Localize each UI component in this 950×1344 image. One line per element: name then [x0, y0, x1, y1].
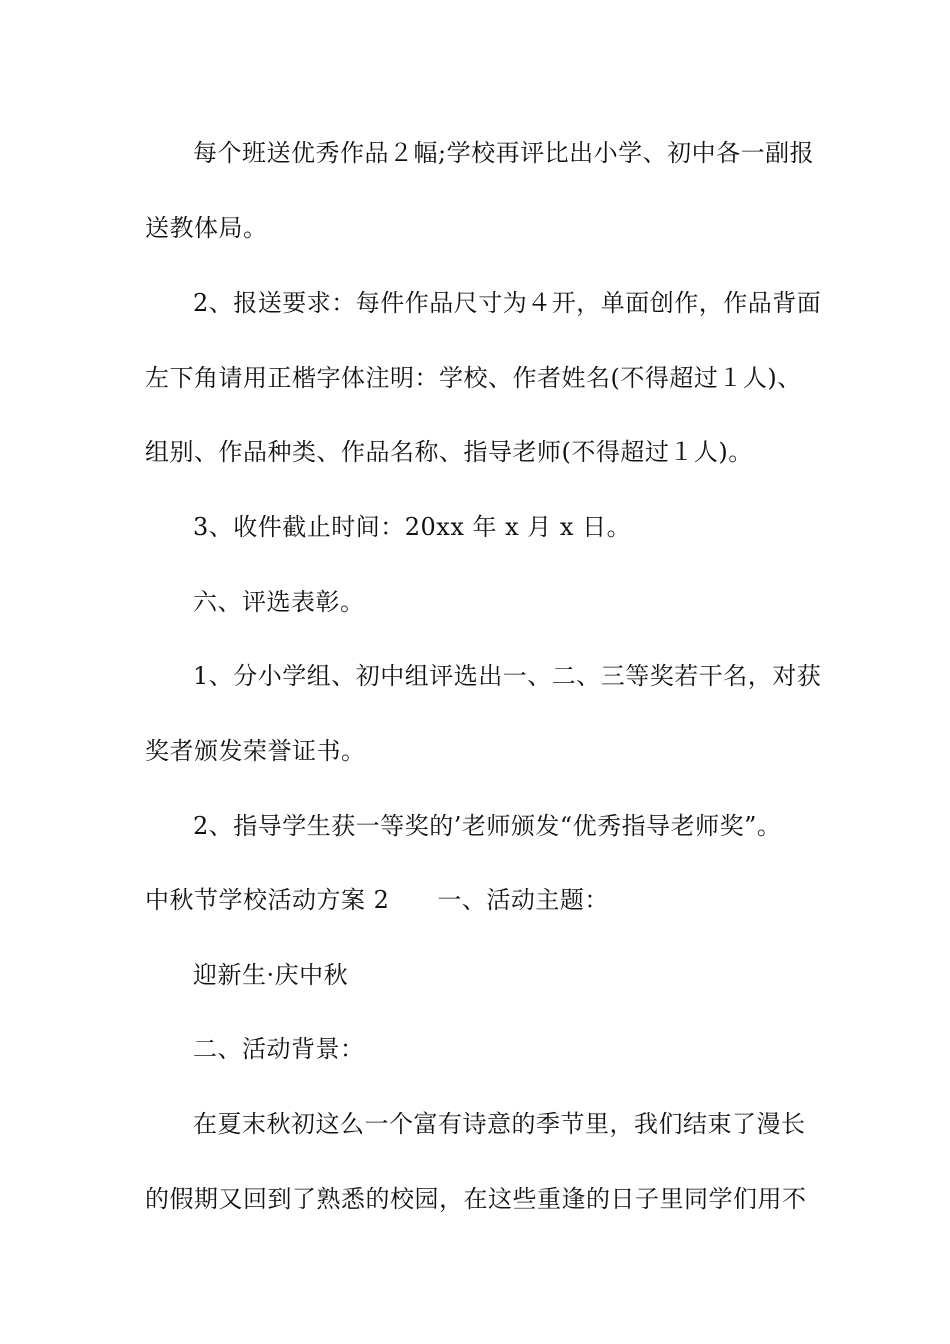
- document-title: 中秋节学校活动方案 2: [145, 886, 390, 914]
- section-subtitle: 一、活动主题：: [437, 886, 609, 914]
- paragraph-line: 在夏末秋初这么一个富有诗意的季节里，我们结束了漫长: [193, 1110, 806, 1138]
- paragraph-line: 2、报送要求：每件作品尺寸为４开，单面创作，作品背面: [193, 289, 822, 317]
- paragraph-line: 左下角请用正楷字体注明：学校、作者姓名(不得超过１人)、: [145, 364, 802, 392]
- theme-line: 迎新生·庆中秋: [193, 961, 349, 989]
- paragraph-line: 的假期又回到了熟悉的校园，在这些重逢的日子里同学们用不: [145, 1185, 807, 1213]
- section-heading: 二、活动背景：: [193, 1035, 365, 1063]
- paragraph-line: 3、收件截止时间：20xx 年 x 月 x 日。: [193, 513, 632, 541]
- paragraph-line: 送教体局。: [145, 214, 268, 242]
- document-section-title-line: [145, 884, 810, 916]
- paragraph-line: 2、指导学生获一等奖的’老师颁发“优秀指导老师奖”。: [193, 812, 782, 840]
- section-heading: 六、评选表彰。: [193, 588, 365, 616]
- paragraph-line: 每个班送优秀作品２幅;学校再评比出小学、初中各一副报: [193, 139, 815, 167]
- paragraph-line: 奖者颁发荣誉证书。: [145, 737, 366, 765]
- paragraph-line: 1、分小学组、初中组评选出一、二、三等奖若干名，对获: [193, 662, 822, 690]
- paragraph-line: 组别、作品种类、作品名称、指导老师(不得超过１人)。: [145, 438, 753, 466]
